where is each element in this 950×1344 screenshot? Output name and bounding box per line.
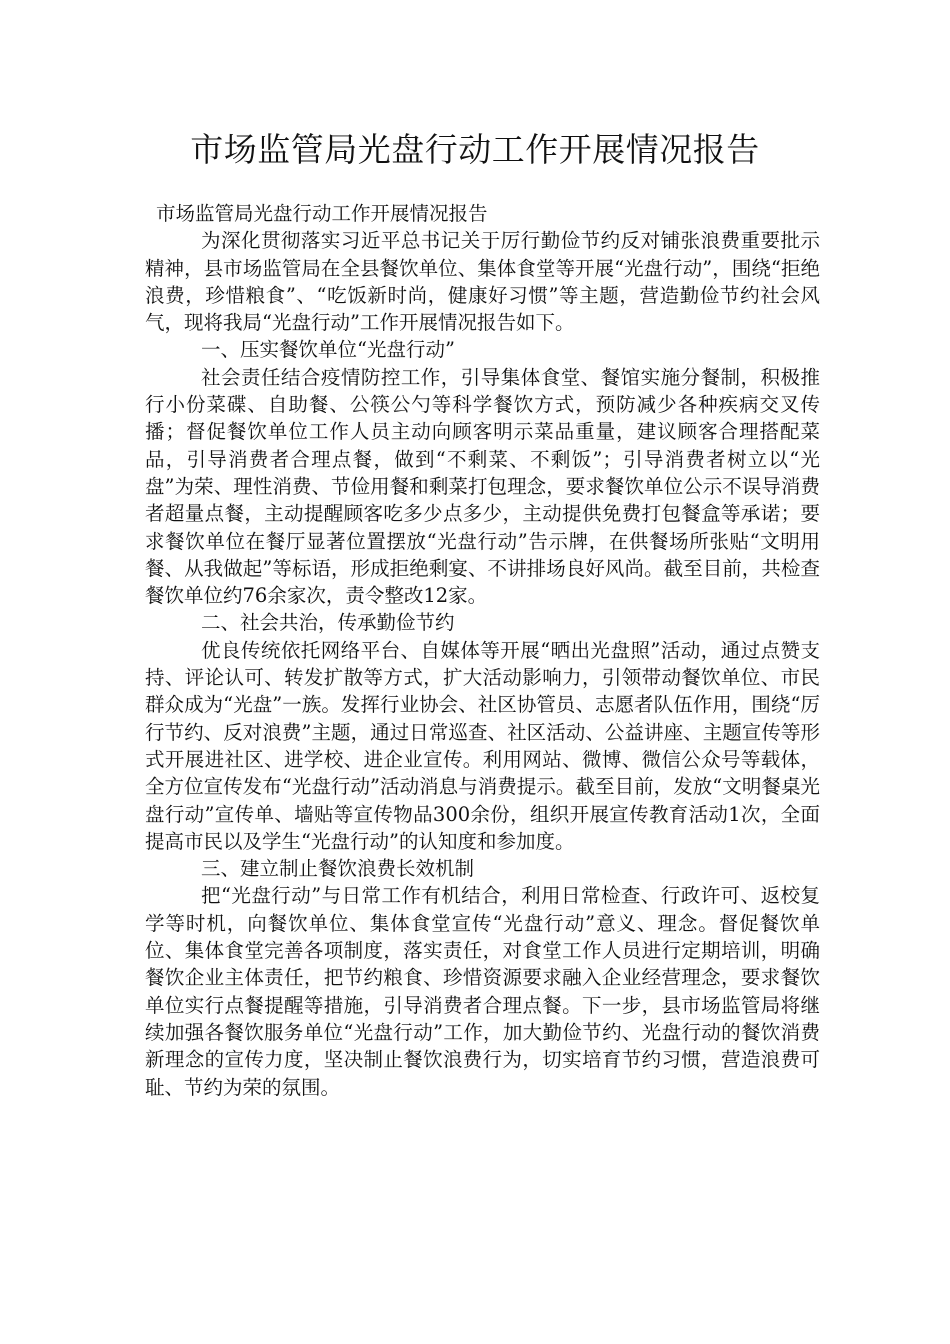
document-subtitle: 市场监管局光盘行动工作开展情况报告 — [156, 202, 488, 225]
document-body — [145, 200, 820, 1101]
section-3-paragraph: 把“光盘行动”与日常工作有机结合，利用日常检查、行政许可、返校复学等时机，向餐饮单位、集体食堂宣传“光盘行动”意义、理念。督促餐饮单位、集体食堂完善各项制度，落实责任，对食堂工作人员进行定期培训，明确餐饮企业主体责任，把节约粮食、珍惜资源要求融入企业经营理念，要求餐饮单位实行点餐提醒等措施，引导消费者合理点餐。下一步，县市场监管局将继续加强各餐饮服务单位“光盘行动”工作，加大勤俭节约、光盘行动的餐饮消费新理念的宣传力度，坚决制止餐饮浪费行为，切实培育节约习惯，营造浪费可耻、节约为荣的氛围。 — [145, 884, 820, 1099]
section-1-paragraph: 社会责任结合疫情防控工作，引导集体食堂、餐馆实施分餐制，积极推行小份菜碟、自助餐、公筷公勺等科学餐饮方式，预防减少各种疾病交叉传播；督促餐饮单位工作人员主动向顾客明示菜品重量，建议顾客合理搭配菜品，引导消费者合理点餐，做到“不剩菜、不剩饭”；引导消费者树立以“光盘”为荣、理性消费、节俭用餐和剩菜打包理念，要求餐饮单位公示不误导消费者超量点餐，主动提醒顾客吃多少点多少，主动提供免费打包餐盒等承诺；要求餐饮单位在餐厅显著位置摆放“光盘行动”告示牌，在供餐场所张贴“文明用餐、从我做起”等标语，形成拒绝剩宴、不讲排场良好风尚。截至目前，共检查餐饮单位约76余家次，责令整改12家。 — [145, 365, 820, 608]
section-2-heading: 二、社会共治，传承勤俭节约 — [201, 611, 455, 635]
document-title: 市场监管局光盘行动工作开展情况报告 — [190, 130, 760, 169]
section-1-heading: 一、压实餐饮单位“光盘行动” — [201, 338, 455, 362]
section-2-paragraph: 优良传统依托网络平台、自媒体等开展“晒出光盘照”活动，通过点赞支持、评论认可、转发扩散等方式，扩大活动影响力，引领带动餐饮单位、市民群众成为“光盘”一族。发挥行业协会、社区协管员、志愿者队伍作用，围绕“厉行节约、反对浪费”主题，通过日常巡查、社区活动、公益讲座、主题宣传等形式开展进社区、进学校、进企业宣传。利用网站、微博、微信公众号等载体，全方位宣传发布“光盘行动”活动消息与消费提示。截至目前，发放“文明餐桌光盘行动”宣传单、墙贴等宣传物品300余份，组织开展宣传教育活动1次，全面提高市民以及学生“光盘行动”的认知度和参加度。 — [145, 638, 820, 853]
intro-paragraph: 为深化贯彻落实习近平总书记关于厉行勤俭节约反对铺张浪费重要批示精神，县市场监管局在全县餐饮单位、集体食堂等开展“光盘行动”，围绕“拒绝浪费，珍惜粮食”、“吃饭新时尚，健康好习惯”等主题，营造勤俭节约社会风气，现将我局“光盘行动”工作开展情况报告如下。 — [145, 229, 820, 335]
section-3-heading: 三、建立制止餐饮浪费长效机制 — [201, 857, 475, 881]
